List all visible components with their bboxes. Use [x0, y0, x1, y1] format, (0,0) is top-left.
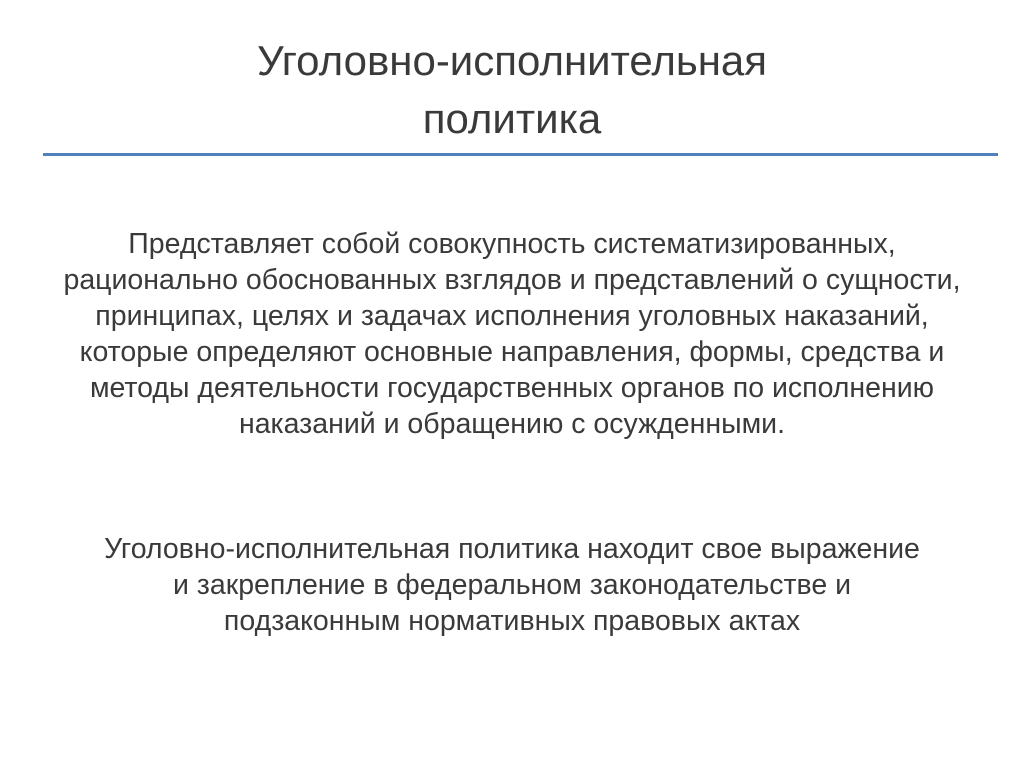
title-divider: [43, 153, 998, 156]
slide-title-line-1: Уголовно-исполнительная: [256, 37, 768, 84]
definition-paragraph: Представляет собой совокупность систематизированных, рационально обоснованных взглядов и представлений о сущности, принципах, целях и задачах исполнения уголовных наказаний, которые определяют основные направления, формы, средства и методы деятельности государственных органов по исполнению наказаний и обращению с осужденными.: [63, 228, 961, 440]
slide-title: [110, 32, 914, 148]
expression-paragraph: Уголовно-исполнительная политика находит свое выражение и закрепление в федеральном законодательстве и подзаконным нормативных правовых актах: [104, 533, 920, 637]
slide-title-line-2: политика: [422, 95, 602, 142]
